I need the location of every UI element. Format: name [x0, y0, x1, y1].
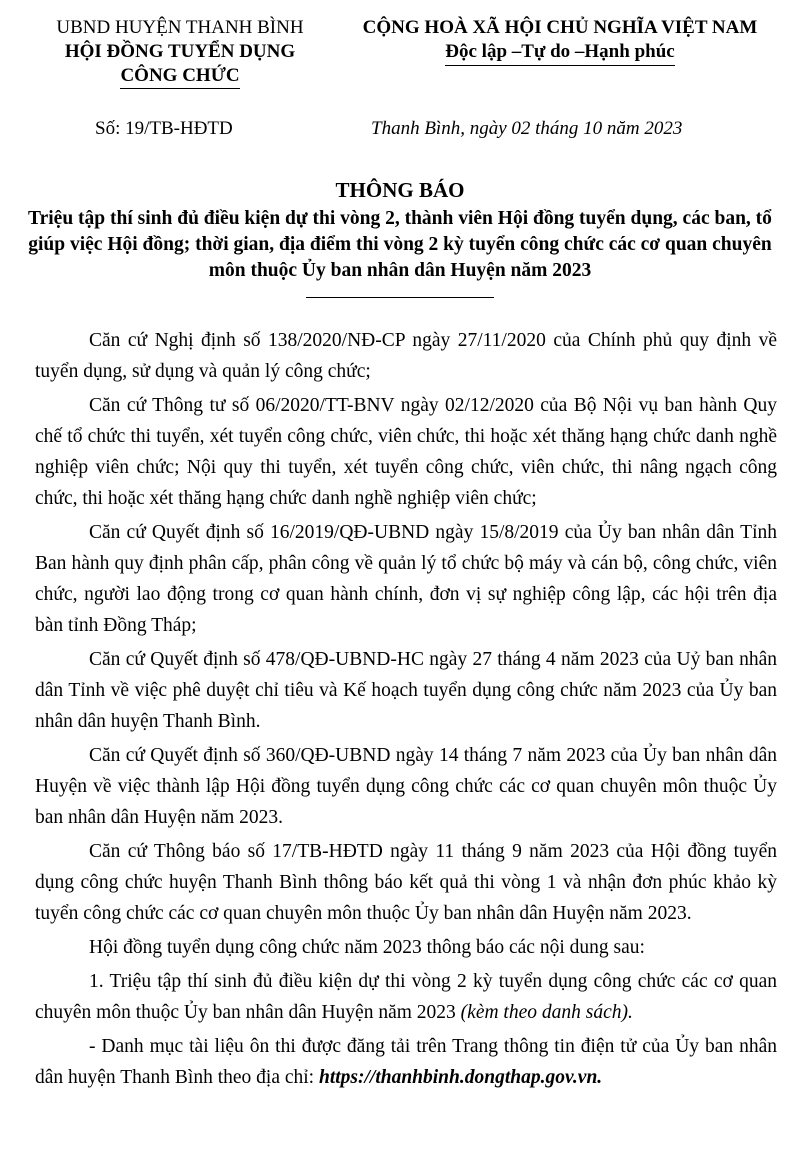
legal-basis-paragraph: Căn cứ Quyết định số 16/2019/QĐ-UBND ngày 15/8/2019 của Ủy ban nhân dân Tỉnh Ban hành quy định phân cấp, phân công về quản lý tổ chức bộ máy và cán bộ, công chức, viên chức, người lao động trong cơ quan hành chính, đơn vị sự nghiệp công lập, các hội trên địa bàn tỉnh Đồng Tháp;	[35, 522, 777, 636]
legal-basis-paragraph: Căn cứ Thông báo số 17/TB-HĐTD ngày 11 tháng 9 năm 2023 của Hội đồng tuyển dụng công chức huyện Thanh Bình thông báo kết quả thi vòng 1 và nhận đơn phúc khảo kỳ tuyển công chức các cơ quan chuyên môn thuộc Ủy ban nhân dân Huyện năm 2023.	[35, 841, 777, 924]
document-header	[0, 16, 800, 96]
item-2-text: - Danh mục tài liệu ôn thi được đăng tải trên Trang thông tin điện tử của Ủy ban nhân dân huyện Thanh Bình theo địa chỉ:	[35, 1036, 777, 1088]
item-1-text: 1. Triệu tập thí sinh đủ điều kiện dự thi vòng 2 kỳ tuyển dụng công chức các cơ quan chuyên môn thuộc Ủy ban nhân dân Huyện năm 2023	[35, 971, 777, 1023]
announcement-intro: Hội đồng tuyển dụng công chức năm 2023 thông báo các nội dung sau:	[89, 937, 645, 958]
issuing-authority	[30, 16, 330, 89]
item-1-note: (kèm theo danh sách).	[460, 1002, 633, 1023]
place-and-date: Thanh Bình, ngày 02 tháng 10 năm 2023	[371, 118, 683, 139]
document-title: THÔNG BÁO	[335, 178, 465, 202]
legal-basis-paragraph: Căn cứ Quyết định số 360/QĐ-UBND ngày 14 tháng 7 năm 2023 của Ủy ban nhân dân Huyện về việc thành lập Hội đồng tuyển dụng công chức các cơ quan chuyên môn thuộc Ủy ban nhân dân Huyện năm 2023.	[35, 745, 777, 828]
item-2-paragraph	[35, 1031, 777, 1093]
title-block	[20, 177, 780, 284]
legal-basis-paragraph: Căn cứ Nghị định số 138/2020/NĐ-CP ngày 27/11/2020 của Chính phủ quy định về tuyển dụng, sử dụng và quản lý công chức;	[35, 330, 777, 382]
legal-basis-paragraph: Căn cứ Quyết định số 478/QĐ-UBND-HC ngày 27 tháng 4 năm 2023 của Uỷ ban nhân dân Tỉnh về việc phê duyệt chỉ tiêu và Kế hoạch tuyển dụng công chức năm 2023 của Ủy ban nhân dân huyện Thanh Bình.	[35, 649, 777, 732]
national-name: CỘNG HOÀ XÃ HỘI CHỦ NGHĨA VIỆT NAM	[362, 17, 758, 38]
item-1-paragraph	[35, 966, 777, 1028]
national-heading	[325, 16, 795, 66]
document-subtitle: Triệu tập thí sinh đủ điều kiện dự thi vòng 2, thành viên Hội đồng tuyển dụng, các ban, tổ giúp việc Hội đồng; thời gian, địa điểm thi vòng 2 kỳ tuyển công chức các cơ quan chuyên môn thuộc Ủy ban nhân dân Huyện năm 2023	[28, 208, 772, 281]
document-body	[35, 325, 777, 1096]
document-number: Số: 19/TB-HĐTD	[95, 118, 233, 139]
national-motto: Độc lập –Tự do –Hạnh phúc	[445, 41, 674, 66]
number-date-row	[0, 118, 800, 148]
authority-line-1: UBND HUYỆN THANH BÌNH	[56, 17, 304, 38]
authority-line-2: HỘI ĐỒNG TUYỂN DỤNG	[64, 41, 296, 62]
legal-basis-paragraph: Căn cứ Thông tư số 06/2020/TT-BNV ngày 02/12/2020 của Bộ Nội vụ ban hành Quy chế tổ chức thi tuyển, xét tuyển công chức, viên chức, thi hoặc xét thăng hạng chức danh nghề nghiệp viên chức; Nội quy thi tuyển, xét tuyển công chức, viên chức, thi nâng ngạch công chức, thi hoặc xét thăng hạng chức danh nghề nghiệp viên chức;	[35, 395, 777, 509]
authority-line-3: CÔNG CHỨC	[120, 65, 239, 89]
website-link[interactable]: https://thanhbinh.dongthap.gov.vn.	[318, 1067, 603, 1088]
title-divider	[306, 297, 494, 298]
